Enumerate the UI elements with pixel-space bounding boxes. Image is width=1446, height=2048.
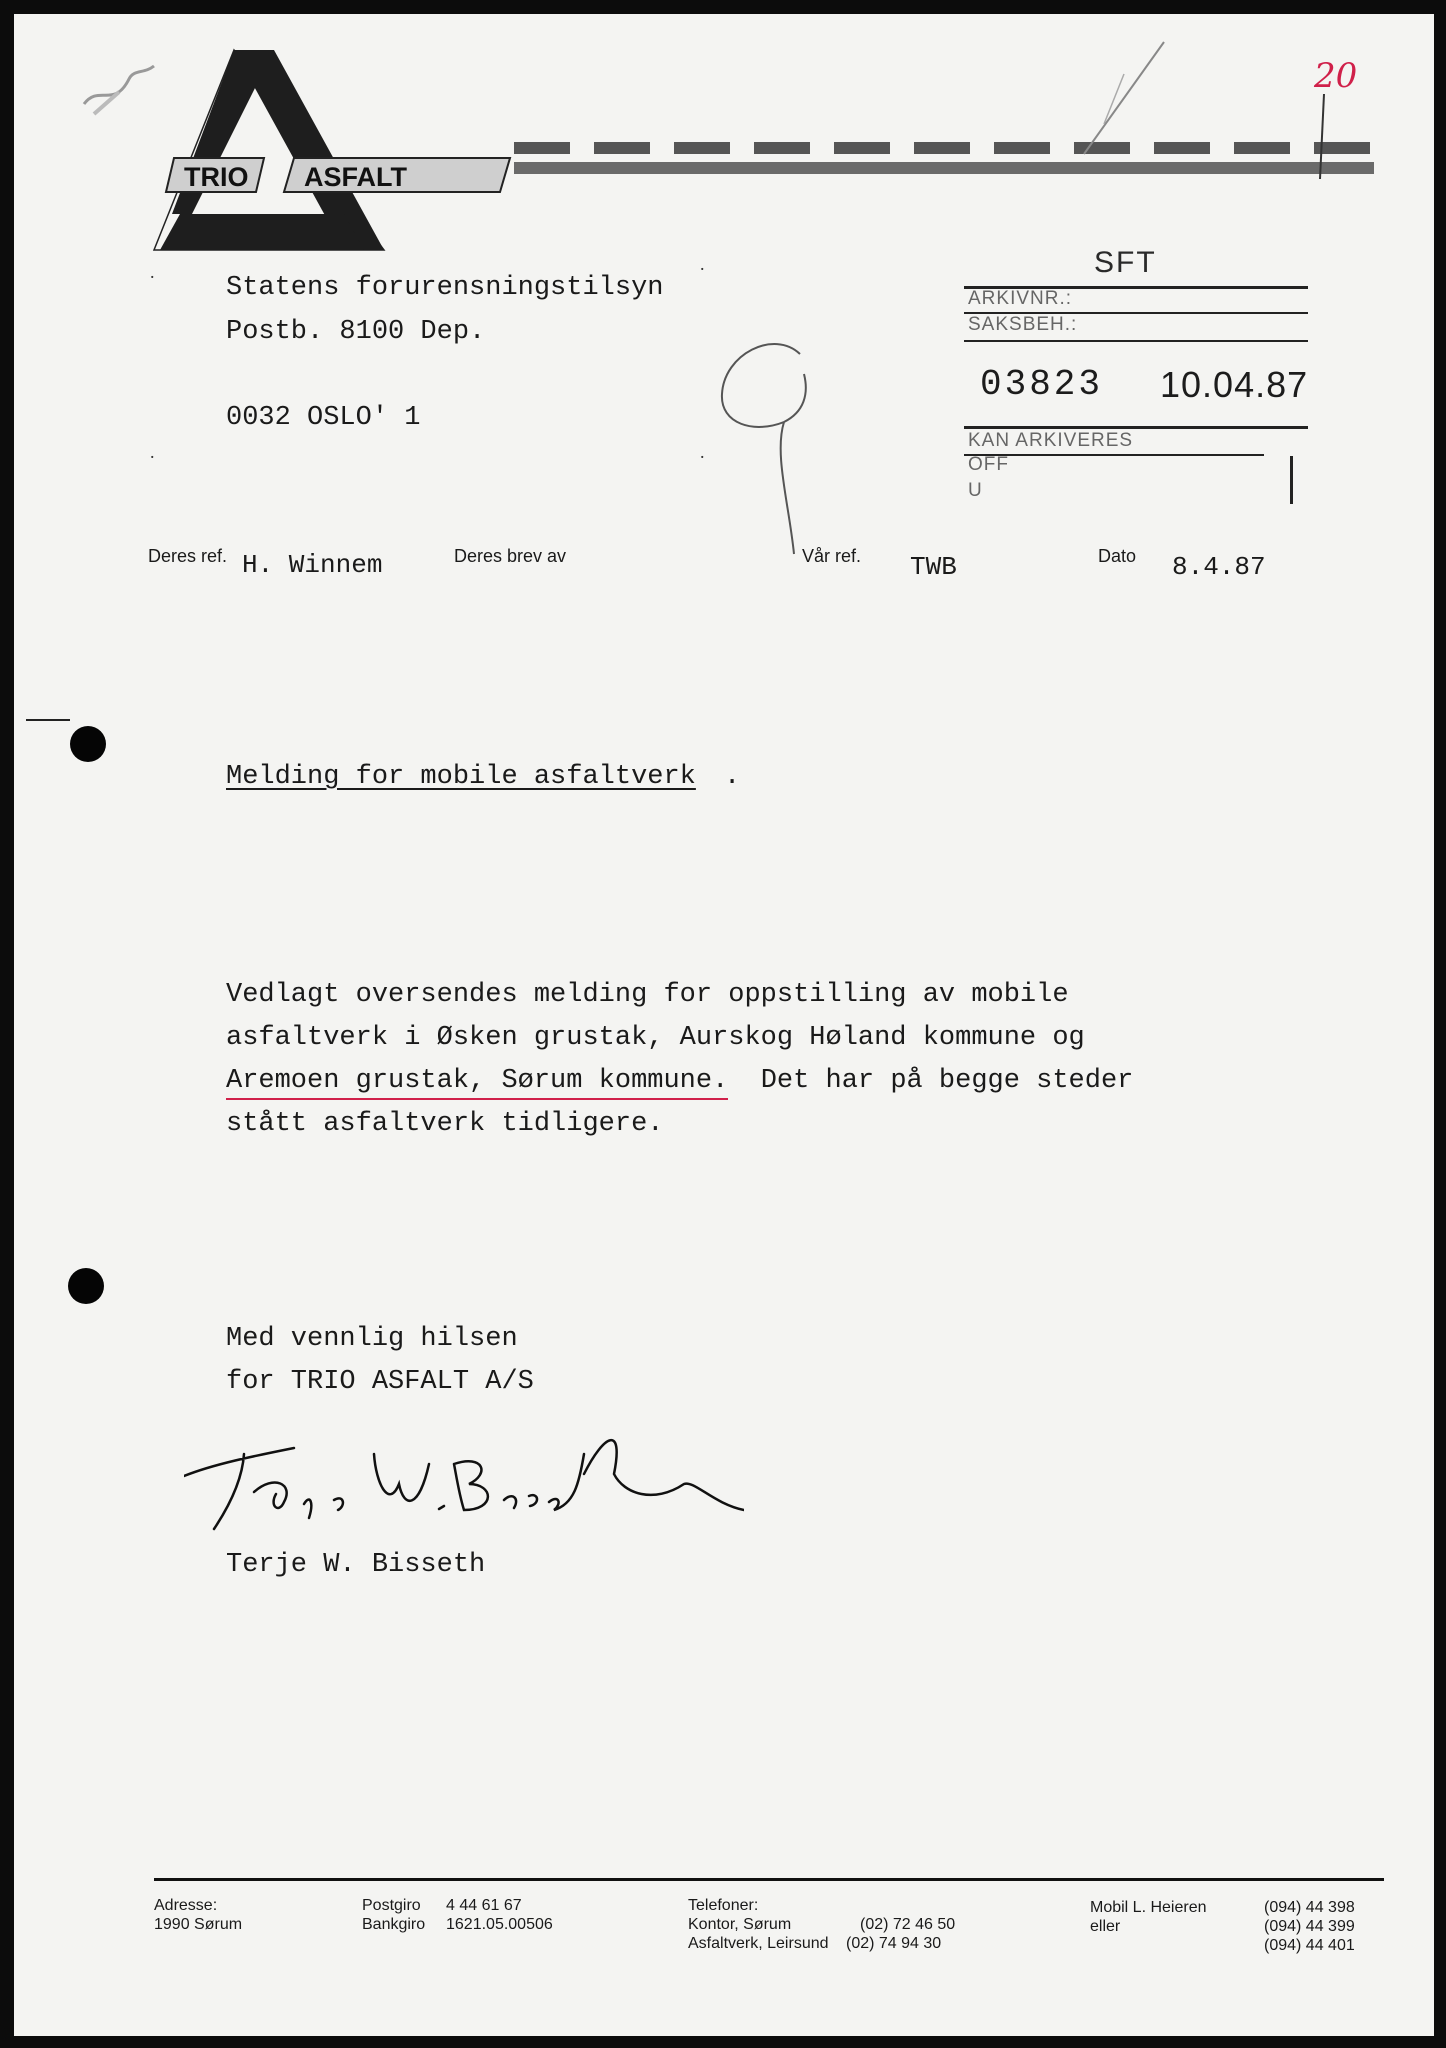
footer-postgiro-label: Postgiro	[362, 1897, 421, 1914]
subject-period: .	[724, 762, 741, 792]
footer-mobil-number-2: (094) 44 399	[1264, 1918, 1355, 1935]
stamp-side-bar	[1290, 456, 1293, 504]
stamp-rule	[964, 454, 1264, 456]
footer-adresse-label: Adresse:	[154, 1897, 218, 1914]
closing-line-1: Med vennlig hilsen	[226, 1324, 518, 1354]
logo-text-asfalt: ASFALT	[304, 162, 407, 192]
pencil-stroke-top	[1064, 34, 1184, 164]
address-corner-dot: .	[150, 262, 155, 282]
footer-rule	[154, 1878, 1384, 1881]
recipient-line-1: Statens forurensningstilsyn	[226, 273, 664, 303]
pencil-scribble-nine	[714, 334, 834, 564]
stamp-label-saksbeh: SAKSBEH.:	[968, 314, 1078, 335]
logo-band-bottom	[160, 214, 364, 250]
footer-kontor-value: (02) 72 46 50	[860, 1916, 956, 1933]
footer-eller-label: eller	[1090, 1918, 1121, 1935]
letter-subject: Melding for mobile asfaltverk	[226, 762, 696, 792]
logo-text-trio: TRIO	[184, 162, 249, 192]
stamp-received-date: 10.04.87	[1160, 364, 1309, 405]
pencil-scribble-top-left	[74, 54, 174, 124]
letter-page	[14, 14, 1434, 2036]
punch-hole-upper	[70, 726, 106, 762]
handwritten-page-number: 20	[1314, 56, 1358, 96]
deres-ref-label: Deres ref.	[148, 546, 228, 566]
footer-mobil-label: Mobil L. Heieren	[1090, 1899, 1207, 1916]
stamp-title: SFT	[1094, 246, 1157, 279]
address-corner-dot: .	[150, 442, 155, 462]
stamp-label-u: U	[968, 480, 983, 501]
footer-asfaltverk-value: (02) 74 94 30	[846, 1935, 942, 1952]
footer-bankgiro-value: 1621.05.00506	[446, 1916, 553, 1933]
deres-brev-label: Deres brev av	[454, 546, 567, 566]
recipient-line-3: 0032 OSLO' 1	[226, 403, 421, 433]
footer-postgiro-value: 4 44 61 67	[446, 1897, 522, 1914]
signatory-name: Terje W. Bisseth	[226, 1550, 486, 1580]
stamp-rule	[964, 426, 1308, 429]
stamp-label-kan-arkiveres: KAN ARKIVERES	[968, 430, 1134, 451]
stamp-label-off: OFF	[968, 454, 1009, 475]
var-ref-value: TWB	[910, 552, 957, 582]
stamp-label-arkivnr: ARKIVNR.:	[968, 288, 1073, 309]
dato-label: Dato	[1098, 546, 1137, 566]
address-corner-dot: .	[700, 442, 705, 462]
footer-mobil-number-1: (094) 44 398	[1264, 1899, 1355, 1916]
var-ref-label: Vår ref.	[802, 546, 862, 566]
footer-mobil-number-3: (094) 44 401	[1264, 1937, 1355, 1954]
body-line-3-rest: Det har på begge steder	[728, 1066, 1134, 1096]
body-underlined-location: Aremoen grustak, Sørum kommune.	[226, 1066, 728, 1100]
address-corner-dot: .	[700, 254, 705, 274]
footer-kontor-label: Kontor, Sørum	[688, 1916, 792, 1933]
dato-value: 8.4.87	[1172, 552, 1266, 582]
body-line-2: asfaltverk i Øsken grustak, Aurskog Høland kommune og	[226, 1023, 1085, 1053]
punch-hole-lower	[68, 1268, 104, 1304]
footer-adresse-value: 1990 Sørum	[154, 1916, 243, 1933]
body-line-3	[226, 1060, 1133, 1103]
footer-telefoner-label: Telefoner:	[688, 1897, 759, 1914]
header-dash-bar	[514, 140, 1374, 182]
body-line-4: stått asfaltverk tidligere.	[226, 1109, 664, 1139]
fold-mark	[26, 719, 70, 721]
recipient-line-2: Postb. 8100 Dep.	[226, 317, 486, 347]
pencil-vertical-mark	[1314, 94, 1334, 184]
stamp-rule	[964, 340, 1308, 342]
handwritten-signature	[184, 1414, 744, 1554]
stamp-archive-number: 03823	[980, 364, 1104, 405]
footer-asfaltverk-label: Asfaltverk, Leirsund	[688, 1935, 829, 1952]
body-line-1: Vedlagt oversendes melding for oppstilling av mobile	[226, 980, 1069, 1010]
closing-line-2: for TRIO ASFALT A/S	[226, 1367, 534, 1397]
trio-asfalt-logo	[144, 44, 514, 254]
footer-bankgiro-label: Bankgiro	[362, 1916, 426, 1933]
deres-ref-value: H. Winnem	[242, 550, 383, 580]
